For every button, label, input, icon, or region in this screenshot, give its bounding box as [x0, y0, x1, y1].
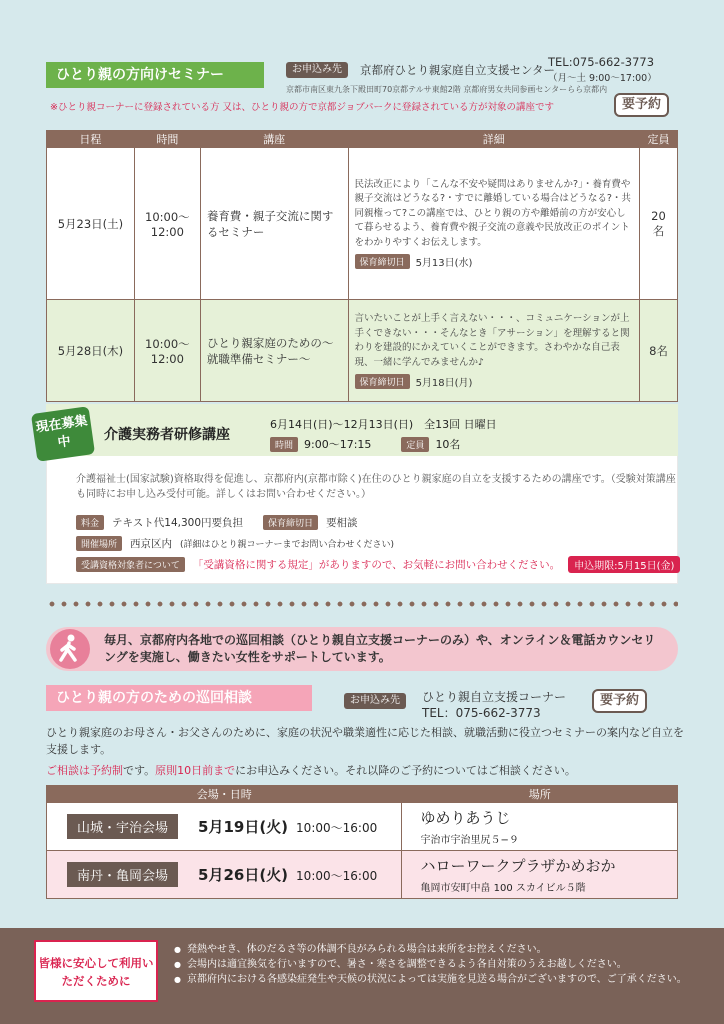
venue-label: 山城・宇治会場	[67, 814, 178, 839]
table-row	[47, 803, 678, 851]
list-item: ● 発熱やせき、体のだるさ等の体調不良がみられる場合は来所をお控えください。	[174, 942, 704, 957]
row-course: 養育費・親子交流に関するセミナー	[200, 148, 348, 300]
time-value: 9:00〜17:15	[304, 438, 372, 451]
consult-intro: ひとり親家庭のお母さん・お父さんのために、家庭の状況や職業適性に応じた相談、就職活動に役立つセミナーの案内など自立を支援します。	[46, 726, 684, 756]
consult-title: ひとり親の方のための巡回相談	[46, 685, 312, 711]
row-time: 10:00〜12:00	[134, 148, 200, 300]
childcare-deadline: 5月13日(水)	[415, 258, 473, 270]
target-note: ※ひとり親コーナーに登録されている方 又は、ひとり親の方で京都ジョブパークに登録されている方が対象の講座です	[50, 102, 555, 113]
banner-text: 毎月、京都府内各地での巡回相談（ひとり親自立支援コーナーのみ）や、オンライン＆電話カウンセリングを実施し、働きたい女性をサポートしています。	[104, 633, 656, 664]
list-item: ● 京都府内における各感染症発生や天候の状況によっては実施を見送る場合がございますので、ご了承ください。	[174, 972, 704, 987]
care-course-title: 介護実務者研修講座	[104, 427, 230, 443]
care-course-dates: 6月14日(日)〜12月13日(日) 全13回 日曜日	[270, 418, 497, 431]
dotted-divider	[46, 600, 678, 608]
row-course: ひとり親家庭のための〜就職準備セミナー〜	[200, 300, 348, 402]
tel: TEL:075-662-3773	[548, 55, 655, 69]
apply-deadline: 申込期限:5月15日(金)	[568, 556, 680, 573]
list-item: ● 会場内は適宜換気を行いますので、暑さ・寒さを調整できるよう各自対策のうえお越しください。	[174, 957, 704, 972]
hours: （月〜土 9:00〜17:00）	[548, 73, 657, 84]
header-date: 日程	[47, 131, 135, 148]
venue-line	[76, 536, 394, 551]
tel: TEL：075-662-3773	[422, 706, 541, 720]
row-detail: 言いたいことが上手く言えない・・・、コミュニケーションが上手くできない・・・そんなとき「アサーション」を理解すると関わりを建設的にかえていくことができます。さわやかな自己表現、一緒に学んでみませんか♪	[354, 313, 630, 368]
capacity-value: 10名	[435, 438, 461, 451]
venue-note: (詳細はひとり親コーナーまでお問い合わせください)	[180, 540, 395, 550]
consult-table	[46, 785, 678, 899]
address: 京都市南区東九条下殿田町70京都テルサ東館2階 京都府男女共同参画センターらら京都内	[286, 85, 608, 94]
consult-date: 5月26日(火)	[198, 866, 289, 884]
row-date: 5月23日(土)	[47, 148, 135, 300]
seminar-table	[46, 130, 678, 402]
row-capacity: 8名	[639, 300, 677, 402]
childcare-value: 要相談	[326, 517, 358, 529]
consult-time: 10:00〜16:00	[296, 869, 378, 883]
row-time: 10:00〜12:00	[134, 300, 200, 402]
consult-note: ご相談は予約制です。原則10日前までにお申込みください。それ以降のご予約についてはご相談ください。	[46, 764, 576, 777]
venue-label: 南丹・亀岡会場	[67, 862, 178, 887]
venue-tag: 開催場所	[76, 536, 122, 551]
row-date: 5月28日(木)	[47, 300, 135, 402]
reservation-badge: 要予約	[614, 93, 669, 117]
target-line	[76, 556, 680, 573]
fee-line	[76, 515, 358, 530]
row-detail-cell	[348, 148, 639, 300]
reservation-badge: 要予約	[592, 689, 647, 713]
footer-notice-box: 皆様に安心して利用いただくために	[34, 940, 158, 1002]
apply-label: お申込み先	[286, 62, 348, 78]
place-name: ハローワークプラザかめおか	[420, 857, 616, 875]
childcare-deadline: 5月18日(月)	[415, 378, 473, 389]
childcare-tag: 保育締切日	[263, 515, 318, 530]
target-text: 「受講資格に関する規定」がありますので、お気軽にお問い合わせください。	[192, 559, 561, 571]
table-row	[47, 148, 678, 300]
header-detail: 詳細	[348, 131, 639, 148]
apply-label: お申込み先	[344, 693, 406, 709]
header-venue-date: 会場・日時	[47, 786, 402, 803]
row-capacity: 20名	[639, 148, 677, 300]
org-name: 京都府ひとり親家庭自立支援センター	[360, 63, 556, 77]
fee-value: テキスト代14,300円要負担	[112, 517, 244, 529]
capacity-tag: 定員	[401, 437, 429, 452]
target-tag: 受講資格対象者について	[76, 557, 185, 572]
childcare-tag: 保育締切日	[355, 374, 410, 389]
care-course-description: 介護福祉士(国家試験)資格取得を促進し、京都府内(京都市除く)在住のひとり親家庭の自立を支援するための講座です。（受験対策講座も同時にお申し込み受付可能。詳しくはお問い合わせください。）	[76, 474, 676, 500]
childcare-tag: 保育締切日	[355, 254, 410, 269]
recruiting-badge: 現在募集中	[31, 406, 95, 462]
time-tag: 時間	[270, 437, 298, 452]
fee-tag: 料金	[76, 515, 104, 530]
care-course-time	[270, 436, 460, 452]
table-row	[47, 300, 678, 402]
seminar-title: ひとり親の方向けセミナー	[46, 62, 264, 88]
place-address: 宇治市宇治里尻５−９	[420, 835, 519, 846]
consult-time: 10:00〜16:00	[296, 821, 378, 835]
header-place: 場所	[402, 786, 678, 803]
consult-date: 5月19日(火)	[198, 818, 289, 836]
header-course: 講座	[200, 131, 348, 148]
header-capacity: 定員	[639, 131, 677, 148]
venue-value: 西京区内	[130, 538, 173, 550]
footer-notice-list	[174, 942, 704, 987]
place-address: 亀岡市安町中畠 100 スカイビル５階	[420, 883, 586, 894]
row-detail-cell	[348, 300, 639, 402]
table-row	[47, 851, 678, 899]
row-detail: 民法改正により「こんな不安や疑問はありませんか?」・養育費や親子交流はどうなる?・すでに離婚している場合はどうなる?・共同親権って?この講座では、ひとり親の方や離婚前の方が安心して暮らせるよう、養育費や親子交流の意義や民放改正のポイントをわかりやすくお伝えします。	[354, 178, 631, 248]
header-time: 時間	[134, 131, 200, 148]
org-name: ひとり親自立支援コーナー	[422, 690, 567, 704]
walking-person-icon	[50, 629, 90, 669]
place-name: ゆめりあうじ	[420, 809, 511, 827]
